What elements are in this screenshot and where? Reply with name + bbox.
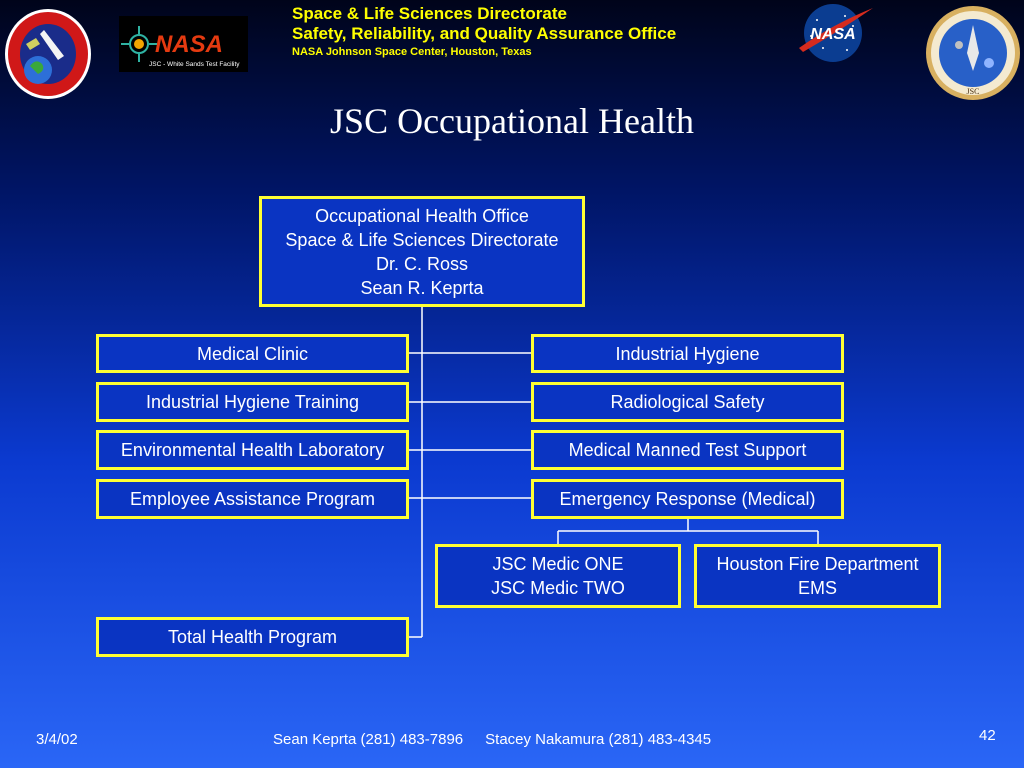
- footer-date: 3/4/02: [36, 731, 78, 748]
- top-box-line4: Sean R. Keprta: [360, 277, 484, 298]
- jsc-medic-box: [435, 544, 681, 608]
- top-box-line1: Occupational Health Office: [315, 205, 529, 226]
- directorate-text: Space & Life Sciences Directorate: [292, 4, 567, 23]
- hfd-line2: EMS: [797, 578, 837, 598]
- top-box-line2: Space & Life Sciences Directorate: [285, 229, 559, 250]
- page-title: JSC Occupational Health: [330, 101, 694, 141]
- contact-keprta: Sean Keprta (281) 483-7896: [273, 731, 464, 748]
- industrial-hygiene-training-box: Industrial Hygiene Training: [96, 382, 409, 422]
- seal-caption: JSC: [966, 87, 980, 96]
- jsc-medic-line1: JSC Medic ONE: [492, 554, 624, 574]
- houston-fire-department-box: [694, 544, 941, 608]
- total-health-program-box: Total Health Program: [96, 617, 409, 657]
- location-text: NASA Johnson Space Center, Houston, Texas: [292, 46, 532, 58]
- office-text: Safety, Reliability, and Quality Assurance Office: [292, 24, 677, 43]
- radiological-safety-box: Radiological Safety: [531, 382, 844, 422]
- jsc-medic-line2: JSC Medic TWO: [491, 578, 625, 598]
- contact-nakamura: Stacey Nakamura (281) 483-4345: [485, 731, 712, 748]
- wstf-caption: JSC - White Sands Test Facility: [149, 61, 240, 68]
- employee-assistance-program-box: Employee Assistance Program: [96, 479, 409, 519]
- footer-contacts: [273, 731, 711, 748]
- hfd-line1: Houston Fire Department: [716, 554, 919, 574]
- medical-manned-test-support-box: Medical Manned Test Support: [531, 430, 844, 470]
- top-box-line3: Dr. C. Ross: [375, 253, 468, 274]
- wstf-wordmark: NASA: [155, 31, 224, 58]
- occupational-health-office-box: [259, 196, 585, 307]
- page-number: 42: [979, 727, 996, 744]
- industrial-hygiene-box: Industrial Hygiene: [531, 334, 844, 373]
- environmental-health-laboratory-box: Environmental Health Laboratory: [96, 430, 409, 470]
- medical-clinic-box: Medical Clinic: [96, 334, 409, 373]
- meatball-wordmark: NASA: [810, 26, 856, 43]
- emergency-response-box: Emergency Response (Medical): [531, 479, 844, 519]
